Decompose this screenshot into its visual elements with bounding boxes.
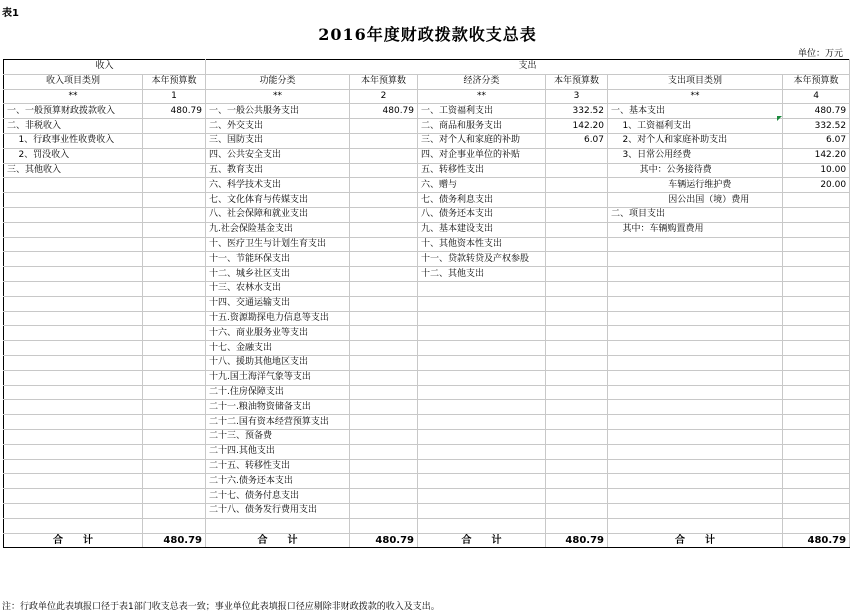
economic-item [418, 326, 546, 341]
function-item: 二十.住房保障支出 [206, 385, 350, 400]
income-item [4, 178, 143, 193]
economic-item [418, 311, 546, 326]
expense-item [608, 444, 783, 459]
index-cell: 4 [783, 89, 850, 104]
economic-budget [546, 296, 608, 311]
table-row [4, 178, 850, 193]
income-item [4, 341, 143, 356]
table-row [4, 489, 850, 504]
function-item [206, 518, 350, 533]
page-title: 2016年度财政拨款收支总表 [318, 25, 537, 44]
economic-budget [546, 178, 608, 193]
function-category-header: 功能分类 [206, 74, 350, 89]
economic-item: 十、其他资本性支出 [418, 237, 546, 252]
expense-item [608, 503, 783, 518]
expense-budget [783, 444, 850, 459]
expense-item [608, 518, 783, 533]
index-cell: ** [418, 89, 546, 104]
income-header: 收入 [4, 60, 206, 75]
expense-item [608, 459, 783, 474]
function-item: 十四、交通运输支出 [206, 296, 350, 311]
index-cell: ** [608, 89, 783, 104]
function-budget [350, 474, 418, 489]
function-budget: 480.79 [350, 104, 418, 119]
income-budget [143, 444, 206, 459]
table-row [4, 474, 850, 489]
function-budget [350, 119, 418, 134]
table-row [4, 252, 850, 267]
function-item: 六、科学技术支出 [206, 178, 350, 193]
expense-budget [783, 429, 850, 444]
economic-item [418, 415, 546, 430]
total-value-expense: 480.79 [783, 533, 850, 548]
economic-item: 十一、贷款转贷及产权参股 [418, 252, 546, 267]
table-row [4, 370, 850, 385]
economic-item [418, 459, 546, 474]
income-item: 1、行政事业性收费收入 [4, 133, 143, 148]
economic-budget [546, 341, 608, 356]
expense-item: 其中：车辆购置费用 [608, 222, 783, 237]
income-budget [143, 252, 206, 267]
function-budget [350, 311, 418, 326]
table-row [4, 207, 850, 222]
economic-budget [546, 326, 608, 341]
economic-budget [546, 193, 608, 208]
total-value-economic: 480.79 [546, 533, 608, 548]
economic-item [418, 281, 546, 296]
function-item: 二十二.国有资本经营预算支出 [206, 415, 350, 430]
total-label-income: 合 计 [4, 533, 143, 548]
expense-budget [783, 459, 850, 474]
expense-budget [783, 400, 850, 415]
income-budget [143, 400, 206, 415]
function-item: 五、教育支出 [206, 163, 350, 178]
economic-budget [546, 429, 608, 444]
function-budget [350, 178, 418, 193]
expense-item: 其中：公务接待费 [608, 163, 783, 178]
economic-budget [546, 163, 608, 178]
budget-header-2: 本年预算数 [350, 74, 418, 89]
function-item: 二十一.粮油物资储备支出 [206, 400, 350, 415]
expense-budget [783, 222, 850, 237]
function-item: 十七、金融支出 [206, 341, 350, 356]
income-budget [143, 148, 206, 163]
index-cell: ** [206, 89, 350, 104]
economic-budget [546, 385, 608, 400]
economic-budget [546, 444, 608, 459]
expense-item [608, 355, 783, 370]
expense-item: 1、工资福利支出 [608, 119, 783, 134]
function-item: 二十三、预备费 [206, 429, 350, 444]
income-budget [143, 163, 206, 178]
function-budget [350, 133, 418, 148]
function-item: 二十六.债务还本支出 [206, 474, 350, 489]
economic-item [418, 503, 546, 518]
function-budget [350, 459, 418, 474]
economic-budget [546, 474, 608, 489]
economic-budget [546, 518, 608, 533]
expense-item [608, 311, 783, 326]
expense-item [608, 415, 783, 430]
economic-item: 九、基本建设支出 [418, 222, 546, 237]
expense-item: 一、基本支出 [608, 104, 783, 119]
table-row [4, 459, 850, 474]
economic-item [418, 385, 546, 400]
income-budget [143, 474, 206, 489]
income-budget [143, 385, 206, 400]
income-budget [143, 296, 206, 311]
income-budget [143, 133, 206, 148]
function-budget [350, 163, 418, 178]
income-budget [143, 311, 206, 326]
total-label-economic: 合 计 [418, 533, 546, 548]
income-budget [143, 459, 206, 474]
economic-budget [546, 503, 608, 518]
table-row [4, 311, 850, 326]
table-row [4, 281, 850, 296]
function-budget [350, 193, 418, 208]
table-row [4, 148, 850, 163]
total-value-function: 480.79 [350, 533, 418, 548]
expense-item [608, 281, 783, 296]
expense-item: 因公出国（境）费用 [608, 193, 783, 208]
table-row [4, 518, 850, 533]
function-item: 四、公共安全支出 [206, 148, 350, 163]
table-row [4, 163, 850, 178]
table-row [4, 444, 850, 459]
expense-item: 2、对个人和家庭补助支出 [608, 133, 783, 148]
economic-budget [546, 311, 608, 326]
function-item: 一、一般公共服务支出 [206, 104, 350, 119]
income-budget [143, 518, 206, 533]
income-budget [143, 178, 206, 193]
income-budget [143, 370, 206, 385]
economic-budget [546, 252, 608, 267]
income-item [4, 296, 143, 311]
economic-budget [546, 400, 608, 415]
table-row [4, 415, 850, 430]
function-budget [350, 518, 418, 533]
function-item: 二十五、转移性支出 [206, 459, 350, 474]
income-budget [143, 503, 206, 518]
expense-budget [783, 267, 850, 282]
function-item: 二十八、债务发行费用支出 [206, 503, 350, 518]
table-row [4, 503, 850, 518]
function-budget [350, 326, 418, 341]
expense-budget: 142.20 [783, 148, 850, 163]
table-row [4, 326, 850, 341]
function-budget [350, 400, 418, 415]
income-item [4, 415, 143, 430]
expense-item [608, 370, 783, 385]
expense-item [608, 296, 783, 311]
income-item: 二、非税收入 [4, 119, 143, 134]
function-budget [350, 415, 418, 430]
expense-budget [783, 207, 850, 222]
cell-comment-marker [777, 116, 782, 121]
expense-budget: 20.00 [783, 178, 850, 193]
table-row [4, 341, 850, 356]
income-budget [143, 222, 206, 237]
table-row [4, 429, 850, 444]
economic-item: 五、转移性支出 [418, 163, 546, 178]
function-budget [350, 444, 418, 459]
table-row [4, 133, 850, 148]
economic-category-header: 经济分类 [418, 74, 546, 89]
economic-item: 三、对个人和家庭的补助 [418, 133, 546, 148]
economic-budget [546, 222, 608, 237]
income-item [4, 370, 143, 385]
function-item: 七、文化体育与传媒支出 [206, 193, 350, 208]
economic-item [418, 355, 546, 370]
income-budget [143, 341, 206, 356]
function-budget [350, 148, 418, 163]
function-item: 十八、援助其他地区支出 [206, 355, 350, 370]
index-cell: ** [4, 89, 143, 104]
economic-item [418, 444, 546, 459]
income-budget [143, 489, 206, 504]
income-item [4, 267, 143, 282]
table-row [4, 400, 850, 415]
expense-item: 3、日常公用经费 [608, 148, 783, 163]
economic-budget [546, 237, 608, 252]
income-item [4, 459, 143, 474]
income-item [4, 503, 143, 518]
expense-budget: 332.52 [783, 119, 850, 134]
function-budget [350, 385, 418, 400]
expense-budget [783, 341, 850, 356]
function-item: 二、外交支出 [206, 119, 350, 134]
economic-item: 六、赠与 [418, 178, 546, 193]
economic-item [418, 370, 546, 385]
income-item [4, 252, 143, 267]
table-row [4, 267, 850, 282]
income-budget [143, 193, 206, 208]
economic-budget [546, 207, 608, 222]
income-item [4, 355, 143, 370]
unit-label: 单位：万元 [797, 49, 843, 59]
economic-item [418, 474, 546, 489]
economic-item: 七、债务利息支出 [418, 193, 546, 208]
expense-budget [783, 474, 850, 489]
expense-item [608, 400, 783, 415]
function-item: 十五.资源勘探电力信息等支出 [206, 311, 350, 326]
income-budget [143, 415, 206, 430]
income-item [4, 237, 143, 252]
function-budget [350, 222, 418, 237]
function-item: 十二、城乡社区支出 [206, 267, 350, 282]
function-item: 十、医疗卫生与计划生育支出 [206, 237, 350, 252]
function-item: 二十四.其他支出 [206, 444, 350, 459]
income-item [4, 311, 143, 326]
function-budget [350, 370, 418, 385]
table-row [4, 104, 850, 119]
income-budget [143, 355, 206, 370]
income-item [4, 400, 143, 415]
table-row [4, 385, 850, 400]
function-item: 十一、节能环保支出 [206, 252, 350, 267]
budget-header-4: 本年预算数 [783, 74, 850, 89]
income-item [4, 474, 143, 489]
expense-header: 支出 [206, 60, 850, 75]
income-item: 一、一般预算财政拨款收入 [4, 104, 143, 119]
function-budget [350, 355, 418, 370]
expense-item [608, 489, 783, 504]
expense-budget [783, 326, 850, 341]
expense-item: 二、项目支出 [608, 207, 783, 222]
expense-item [608, 326, 783, 341]
sheet-tag: 表1 [2, 8, 19, 19]
table-row [4, 296, 850, 311]
income-item [4, 281, 143, 296]
economic-budget: 332.52 [546, 104, 608, 119]
economic-item [418, 429, 546, 444]
function-item: 十三、农林水支出 [206, 281, 350, 296]
income-item [4, 444, 143, 459]
income-budget [143, 237, 206, 252]
function-item: 十六、商业服务业等支出 [206, 326, 350, 341]
economic-item: 一、工资福利支出 [418, 104, 546, 119]
economic-item [418, 296, 546, 311]
income-item [4, 429, 143, 444]
expense-budget [783, 503, 850, 518]
function-budget [350, 281, 418, 296]
function-item: 二十七、债务付息支出 [206, 489, 350, 504]
function-budget [350, 267, 418, 282]
income-budget [143, 267, 206, 282]
economic-budget: 142.20 [546, 119, 608, 134]
budget-header-3: 本年预算数 [546, 74, 608, 89]
income-item [4, 326, 143, 341]
income-item [4, 222, 143, 237]
table-row [4, 355, 850, 370]
expense-budget [783, 489, 850, 504]
income-item: 三、其他收入 [4, 163, 143, 178]
index-cell: 2 [350, 89, 418, 104]
table-row [4, 193, 850, 208]
function-budget [350, 503, 418, 518]
economic-budget [546, 148, 608, 163]
income-item [4, 207, 143, 222]
economic-item [418, 489, 546, 504]
footnote: 注：行政单位此表填报口径于表1部门收支总表一致；事业单位此表填报口径应剔除非财政拨款的收入及支出。 [2, 602, 440, 612]
economic-budget [546, 355, 608, 370]
total-value-income: 480.79 [143, 533, 206, 548]
expense-budget [783, 355, 850, 370]
income-item: 2、罚没收入 [4, 148, 143, 163]
expense-item [608, 385, 783, 400]
expense-budget [783, 281, 850, 296]
expense-budget [783, 237, 850, 252]
function-budget [350, 489, 418, 504]
expense-budget [783, 311, 850, 326]
economic-item [418, 400, 546, 415]
expense-item [608, 252, 783, 267]
function-budget [350, 252, 418, 267]
income-budget [143, 119, 206, 134]
expense-budget [783, 193, 850, 208]
function-budget [350, 341, 418, 356]
budget-table [3, 59, 850, 548]
function-item: 九.社会保险基金支出 [206, 222, 350, 237]
economic-item [418, 518, 546, 533]
index-cell: 1 [143, 89, 206, 104]
economic-budget [546, 459, 608, 474]
expense-item [608, 341, 783, 356]
economic-item: 四、对企事业单位的补贴 [418, 148, 546, 163]
income-budget [143, 326, 206, 341]
economic-item [418, 341, 546, 356]
economic-item: 二、商品和服务支出 [418, 119, 546, 134]
function-budget [350, 237, 418, 252]
income-category-header: 收入项目类别 [4, 74, 143, 89]
function-budget [350, 429, 418, 444]
total-label-function: 合 计 [206, 533, 350, 548]
economic-budget [546, 370, 608, 385]
expense-item [608, 237, 783, 252]
table-row [4, 237, 850, 252]
index-cell: 3 [546, 89, 608, 104]
expense-item [608, 474, 783, 489]
expense-budget [783, 415, 850, 430]
expense-item: 车辆运行维护费 [608, 178, 783, 193]
income-budget [143, 207, 206, 222]
function-budget [350, 296, 418, 311]
expense-item [608, 429, 783, 444]
function-item: 三、国防支出 [206, 133, 350, 148]
expense-item [608, 267, 783, 282]
expense-budget [783, 296, 850, 311]
economic-budget: 6.07 [546, 133, 608, 148]
economic-item: 八、债务还本支出 [418, 207, 546, 222]
economic-budget [546, 489, 608, 504]
budget-header-1: 本年预算数 [143, 74, 206, 89]
expense-budget: 6.07 [783, 133, 850, 148]
expense-budget: 480.79 [783, 104, 850, 119]
expense-category-header: 支出项目类别 [608, 74, 783, 89]
table-row [4, 222, 850, 237]
income-budget [143, 429, 206, 444]
income-item [4, 193, 143, 208]
income-budget: 480.79 [143, 104, 206, 119]
expense-budget: 10.00 [783, 163, 850, 178]
function-budget [350, 207, 418, 222]
expense-budget [783, 385, 850, 400]
economic-budget [546, 267, 608, 282]
expense-budget [783, 518, 850, 533]
expense-budget [783, 370, 850, 385]
total-label-expense: 合 计 [608, 533, 783, 548]
economic-budget [546, 281, 608, 296]
income-item [4, 489, 143, 504]
function-item: 十九.国土海洋气象等支出 [206, 370, 350, 385]
income-item [4, 385, 143, 400]
income-budget [143, 281, 206, 296]
table-row [4, 119, 850, 134]
economic-budget [546, 415, 608, 430]
economic-item: 十二、其他支出 [418, 267, 546, 282]
expense-budget [783, 252, 850, 267]
function-item: 八、社会保障和就业支出 [206, 207, 350, 222]
income-item [4, 518, 143, 533]
